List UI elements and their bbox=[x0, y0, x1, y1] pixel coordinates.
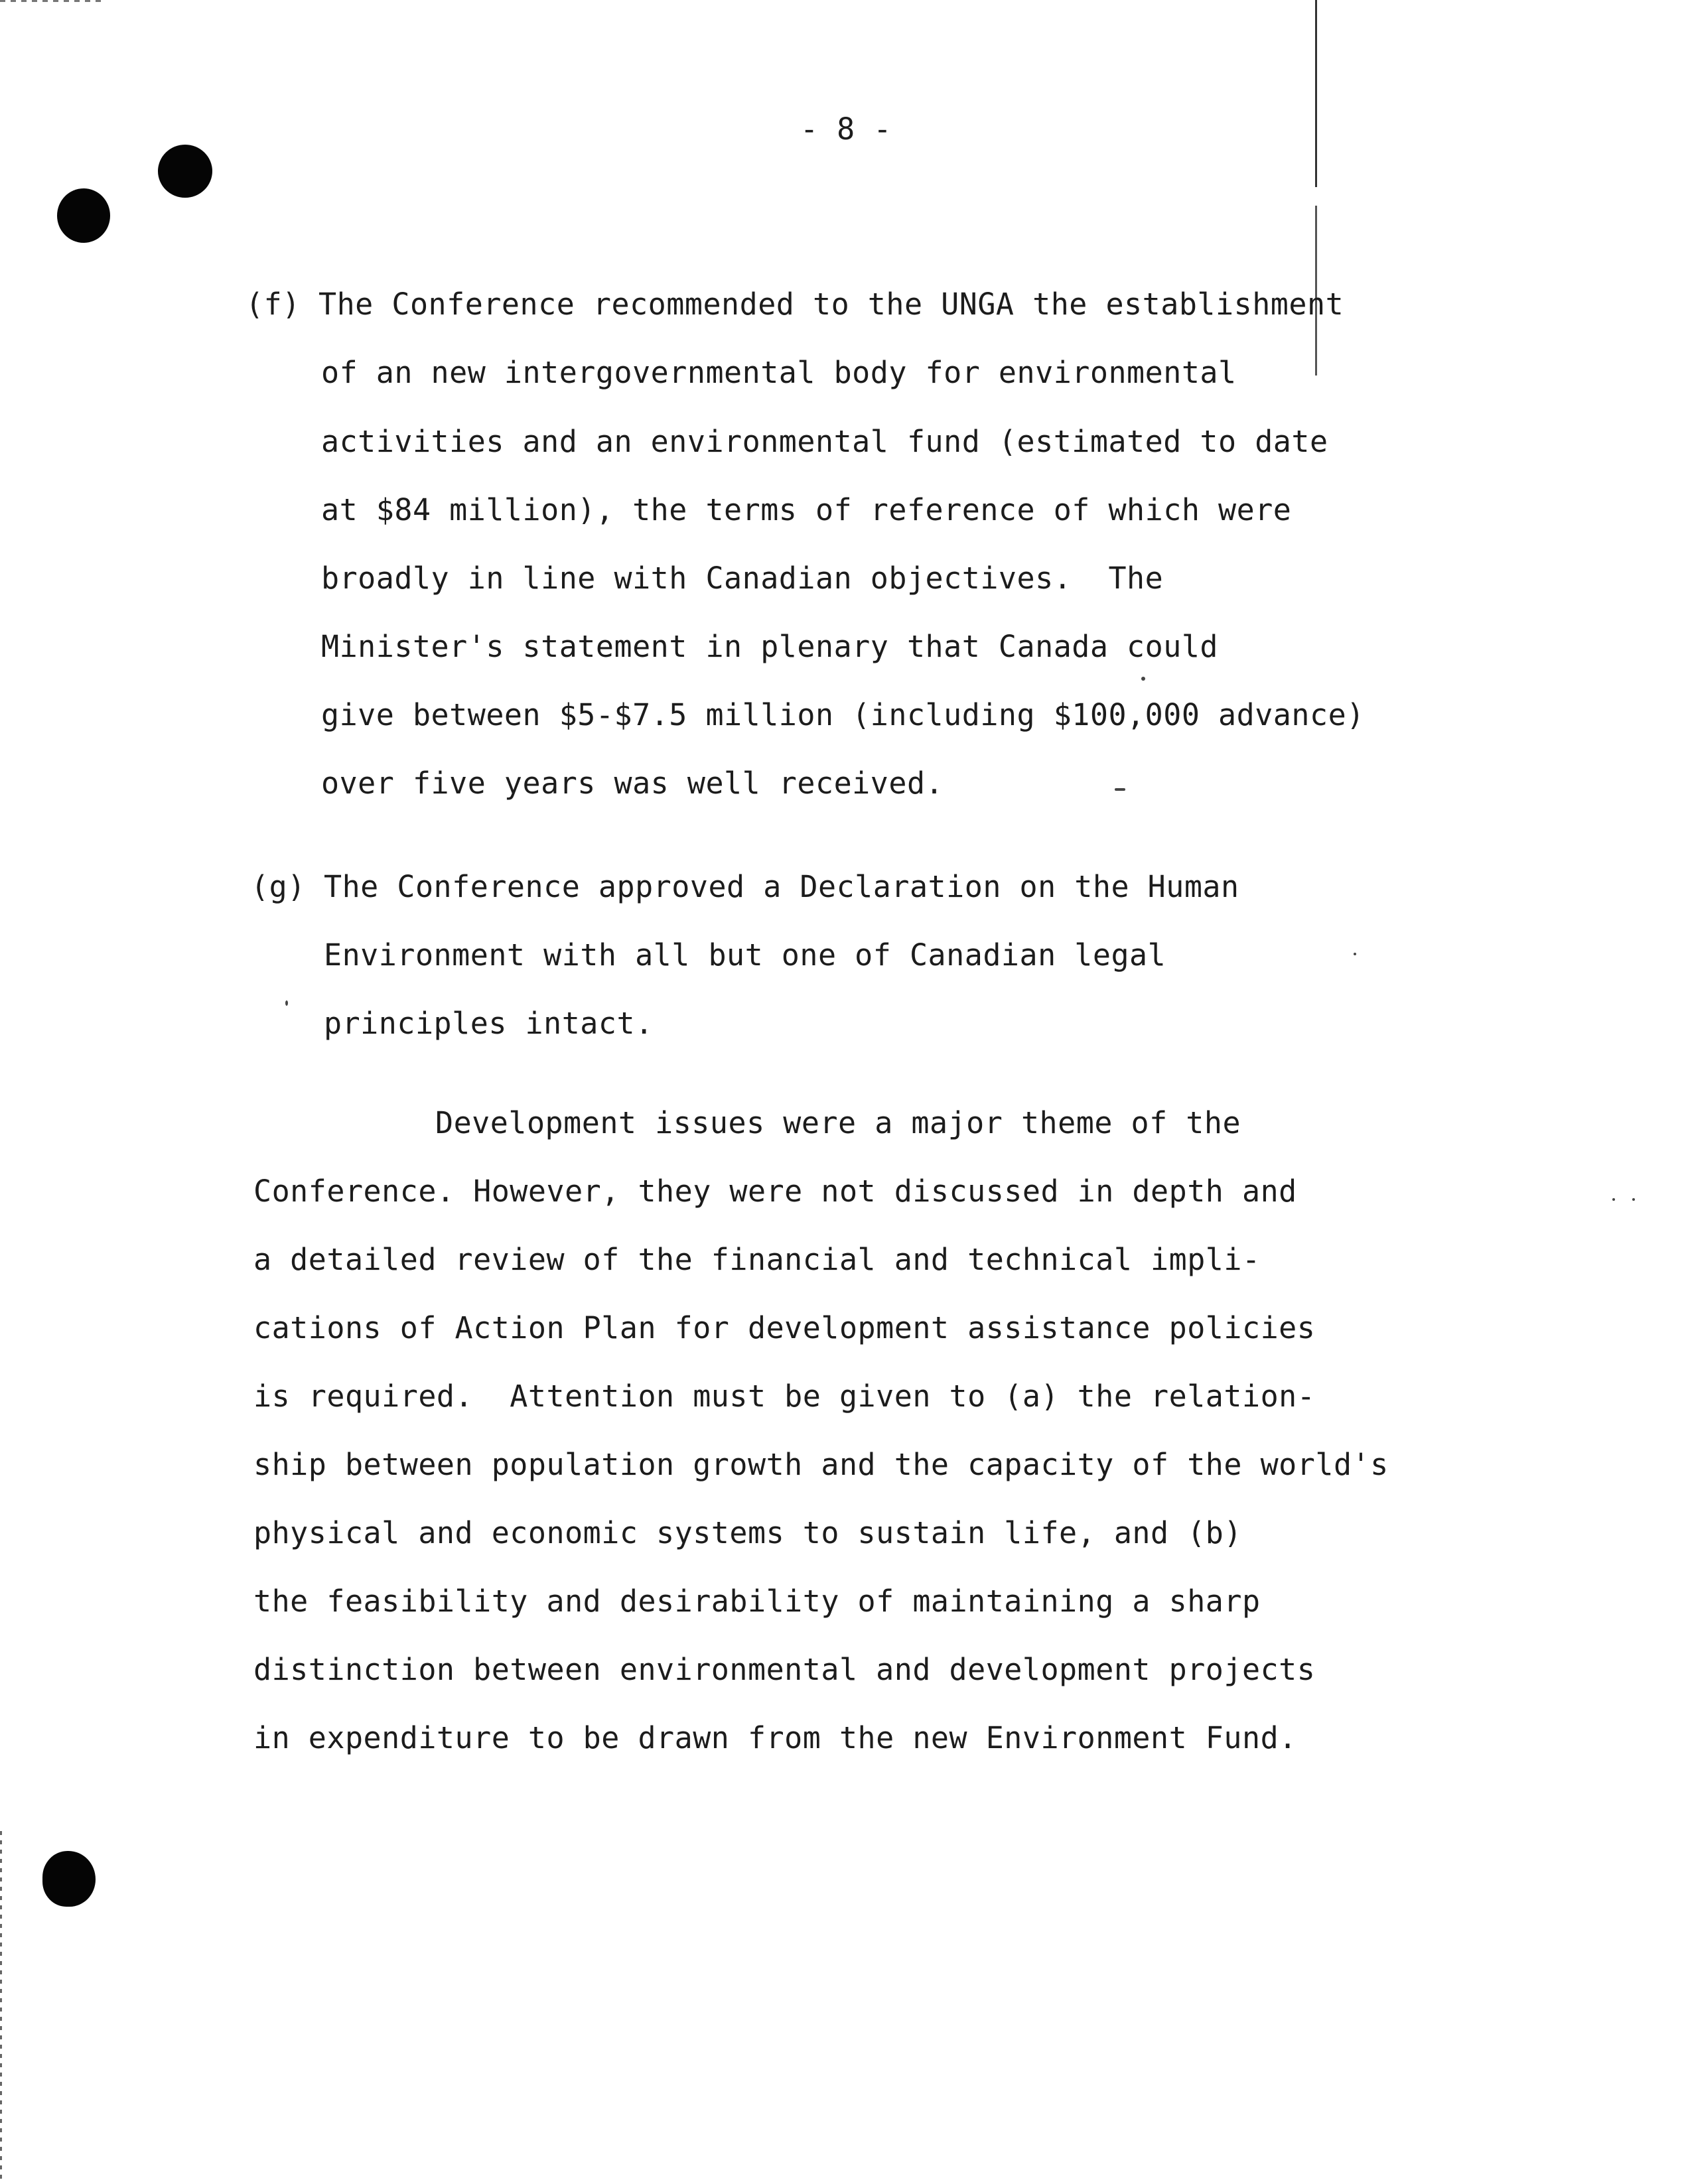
paragraph-line: distinction between environmental and development projects bbox=[253, 1652, 1316, 1687]
item-f-line: over five years was well received. bbox=[321, 766, 944, 801]
item-f-line: Minister's statement in plenary that Canada could bbox=[321, 629, 1219, 664]
scan-speck bbox=[285, 1000, 288, 1006]
item-f-line: activities and an environmental fund (estimated to date bbox=[321, 424, 1328, 459]
punch-hole-top-right bbox=[158, 145, 212, 198]
page-number: - 8 - bbox=[800, 111, 892, 147]
paragraph-line: cations of Action Plan for development assistance policies bbox=[253, 1310, 1316, 1345]
paragraph-line: Conference. However, they were not discussed in depth and bbox=[253, 1174, 1297, 1209]
paragraph-line: the feasibility and desirability of maintaining a sharp bbox=[253, 1584, 1261, 1619]
paragraph-line: is required. Attention must be given to (a) the relation- bbox=[253, 1379, 1316, 1414]
item-g-line: The Conference approved a Declaration on the Human bbox=[324, 869, 1239, 904]
item-f-line: The Conference recommended to the UNGA the establishment bbox=[318, 287, 1344, 322]
scan-edge-left bbox=[0, 1831, 2, 2184]
paragraph-line: physical and economic systems to sustain life, and (b) bbox=[253, 1515, 1242, 1550]
paragraph-line: Development issues were a major theme of the bbox=[435, 1105, 1241, 1140]
item-marker-g: (g) bbox=[251, 869, 306, 904]
scan-speck bbox=[1115, 788, 1125, 791]
paragraph-line: in expenditure to be drawn from the new Environment Fund. bbox=[253, 1720, 1297, 1755]
scan-speck bbox=[1632, 1198, 1635, 1201]
margin-rule-upper bbox=[1315, 0, 1317, 187]
item-f-line: at $84 million), the terms of reference of which were bbox=[321, 492, 1292, 527]
paragraph-line: a detailed review of the financial and technical impli- bbox=[253, 1242, 1261, 1277]
item-f-line: give between $5-$7.5 million (including $100,000 advance) bbox=[321, 697, 1365, 732]
scan-speck bbox=[1354, 953, 1356, 955]
item-g-line: Environment with all but one of Canadian legal bbox=[324, 937, 1166, 973]
paragraph-line: ship between population growth and the capacity of the world's bbox=[253, 1447, 1389, 1482]
item-g-line: principles intact. bbox=[324, 1006, 654, 1041]
scan-speck bbox=[1612, 1198, 1615, 1201]
item-marker-f: (f) bbox=[246, 287, 301, 322]
item-f-line: of an new intergovernmental body for environmental bbox=[321, 355, 1237, 390]
scan-edge-top bbox=[0, 0, 106, 2]
punch-hole-bottom bbox=[42, 1851, 96, 1907]
scan-speck bbox=[1141, 677, 1145, 681]
punch-hole-top-left bbox=[57, 188, 110, 243]
item-f-line: broadly in line with Canadian objectives. The bbox=[321, 561, 1164, 596]
